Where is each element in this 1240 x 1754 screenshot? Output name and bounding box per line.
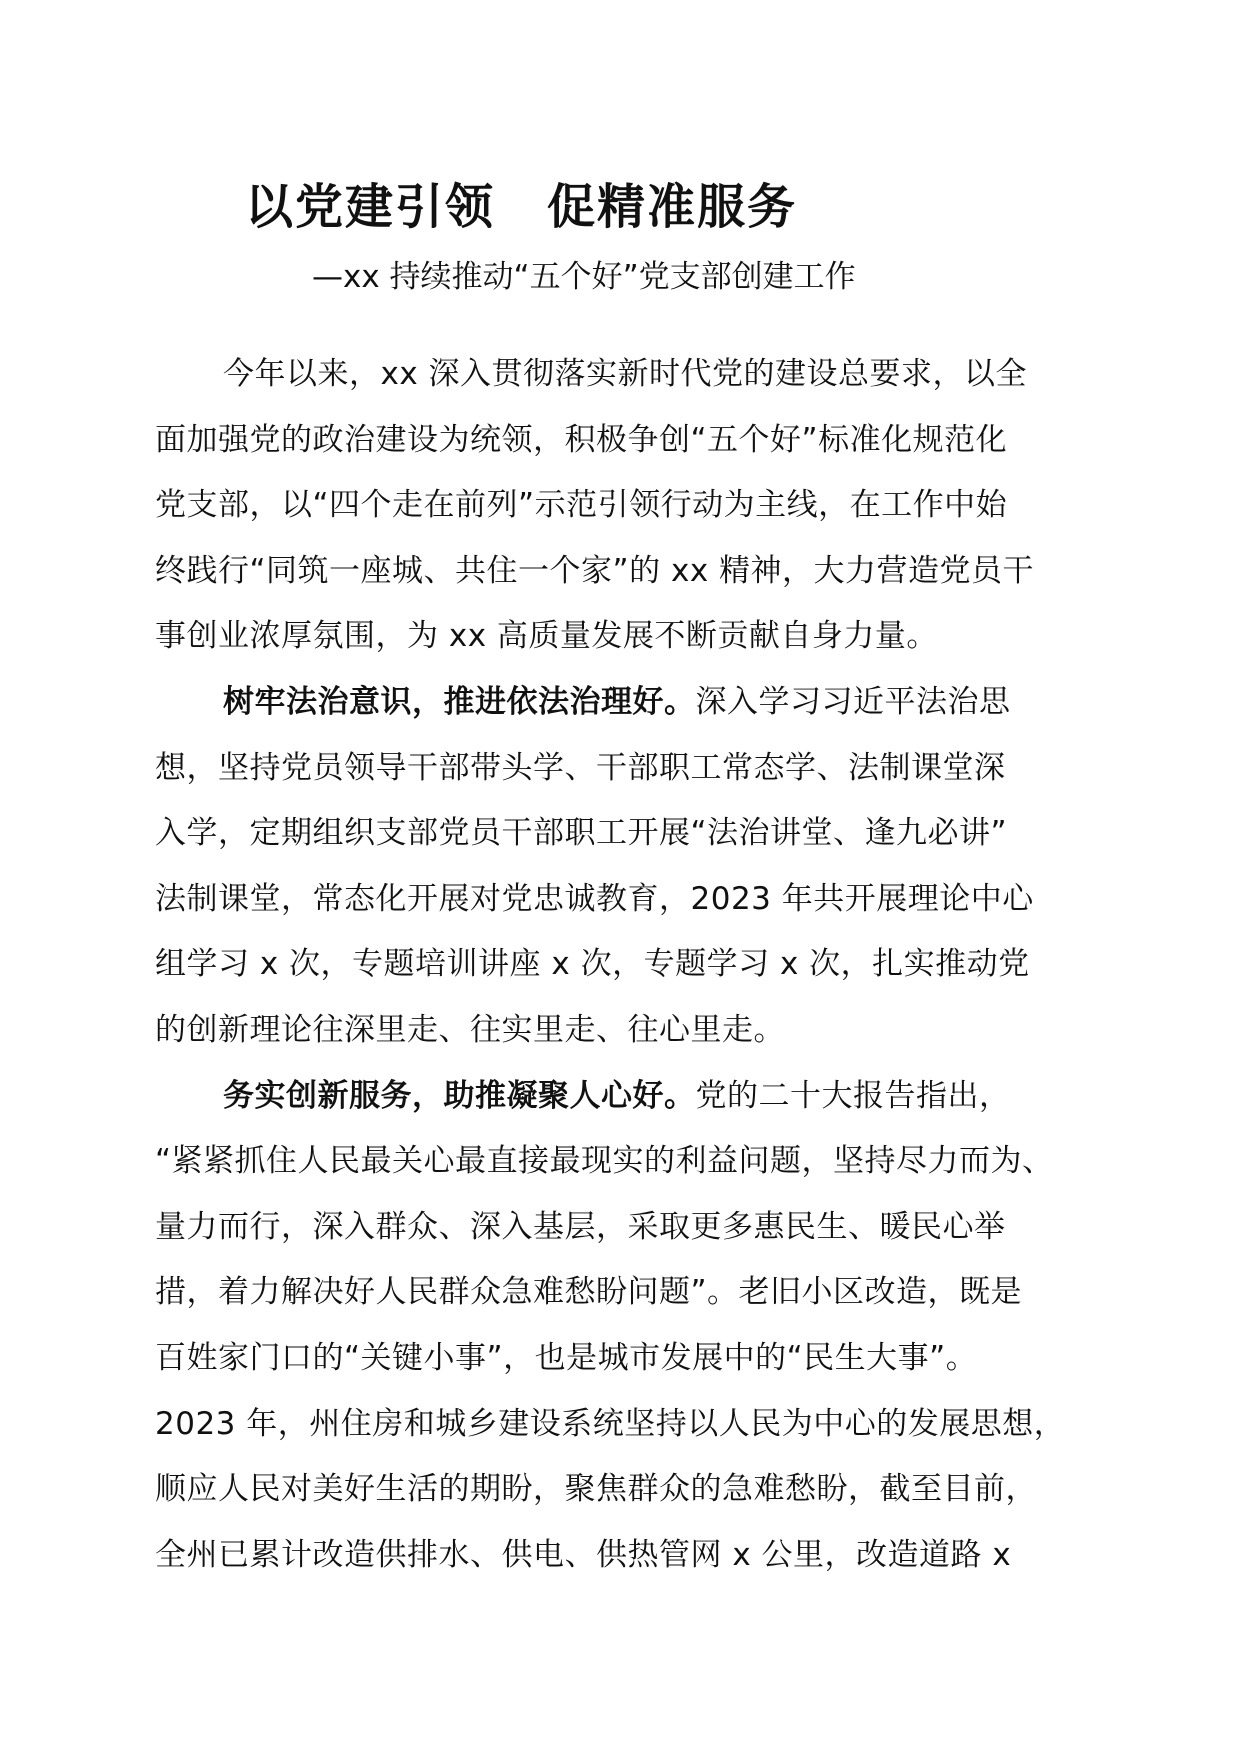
document-subtitle: —xx 持续推动“五个好”党支部创建工作 (312, 259, 856, 295)
paragraph-line: 全州已累计改造供排水、供电、供热管网 x 公里，改造道路 x (155, 1536, 1012, 1573)
title-part-1: 以党建引领 (245, 179, 496, 235)
paragraph-line: 事创业浓厚氛围，为 xx 高质量发展不断贡献自身力量。 (155, 618, 938, 655)
paragraph-line: 2023 年，州住房和城乡建设系统坚持以人民为中心的发展思想， (155, 1405, 1066, 1442)
paragraph-line-text: 深入学习习近平法治思 (695, 683, 1011, 720)
paragraph-line: 入学，定期组织支部党员干部职工开展“法治讲堂、逢九必讲” (155, 815, 1008, 852)
paragraph-rule-of-law (155, 670, 1095, 1064)
paragraph-lead-heading: 树牢法治意识，推进依法治理好。 (223, 683, 696, 720)
paragraph-line: 终践行“同筑一座城、共住一个家”的 xx 精神，大力营造党员干 (155, 552, 1035, 589)
paragraph-line: 今年以来，xx 深入贯彻落实新时代党的建设总要求，以全 (223, 356, 1028, 392)
paragraph-line: 顺应人民对美好生活的期盼，聚焦群众的急难愁盼，截至目前， (155, 1471, 1037, 1508)
paragraph-line: 想，坚持党员领导干部带头学、干部职工常态学、法制课堂深 (155, 749, 1006, 786)
paragraph-line: 党支部，以“四个走在前列”示范引领行动为主线，在工作中始 (155, 487, 1008, 524)
paragraph-line-text: 党的二十大报告指出， (695, 1077, 1011, 1114)
paragraph-line: 组学习 x 次，专题培训讲座 x 次，专题学习 x 次，扎实推动党 (155, 946, 1030, 983)
document-body (155, 342, 1095, 1588)
paragraph-lead-heading: 务实创新服务，助推凝聚人心好。 (223, 1077, 696, 1114)
paragraph-line: “紧紧抓住人民最关心最直接最现实的利益问题，坚持尽力而为、 (155, 1143, 1054, 1180)
document-title (245, 172, 1045, 242)
paragraph-intro (155, 342, 1095, 670)
paragraph-first-line (155, 670, 1095, 736)
title-part-2: 促精准服务 (547, 179, 798, 235)
paragraph-line: 面加强党的政治建设为统领，积极争创“五个好”标准化规范化 (155, 421, 1008, 458)
paragraph-line: 措，着力解决好人民群众急难愁盼问题”。老旧小区改造，既是 (155, 1274, 1023, 1311)
paragraph-first-line (155, 1064, 1095, 1130)
paragraph-line: 法制课堂，常态化开展对党忠诚教育，2023 年共开展理论中心 (155, 880, 1034, 917)
paragraph-line: 百姓家门口的“关键小事”，也是城市发展中的“民生大事”。 (155, 1339, 978, 1376)
paragraph-line: 量力而行，深入群众、深入基层，采取更多惠民生、暖民心举 (155, 1208, 1006, 1245)
paragraph-line: 的创新理论往深里走、往实里走、往心里走。 (155, 1011, 785, 1048)
paragraph-service (155, 1064, 1095, 1589)
